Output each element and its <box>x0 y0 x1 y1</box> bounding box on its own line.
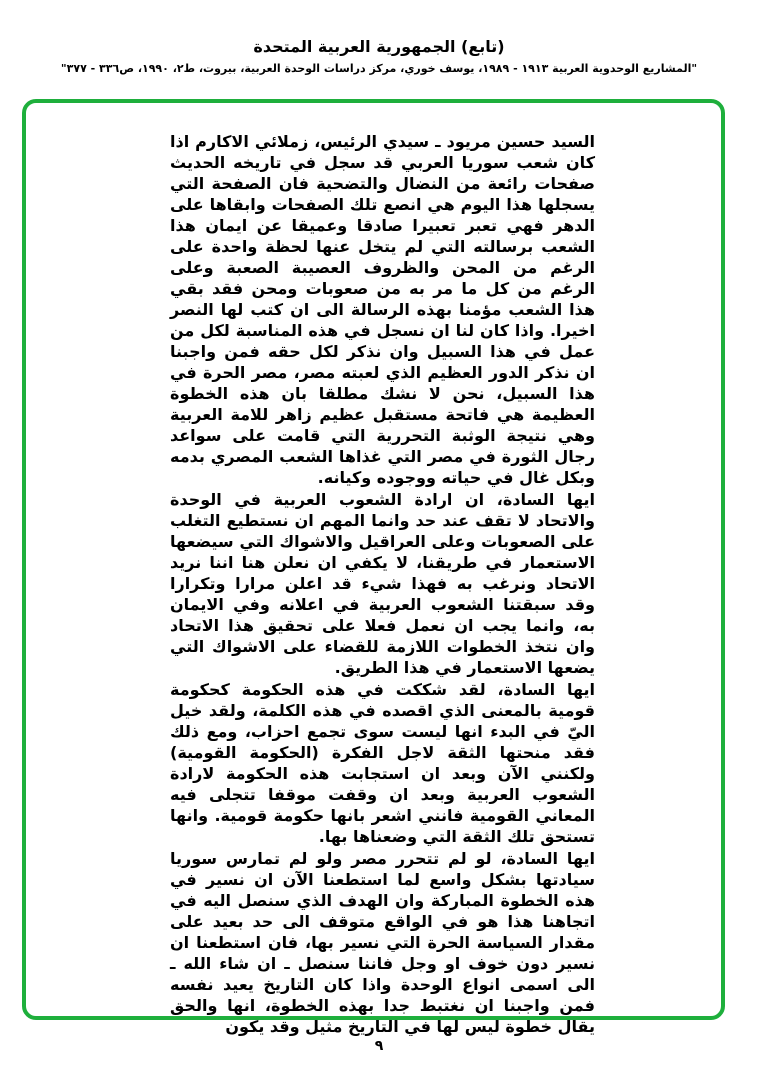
paragraph-3-text: ايها السادة، لقد شككت في هذه الحكومة كحكومة قومية بالمعنى الذي اقصده في هذه الكلمة، ولقد خيل اليّ في البدء انها ليست سوى تجمع احزاب، ومع ذلك فقد منحتها الثقة لاجل الفكرة (الحكومة القومية) ولكنني الآن وبعد ان استجابت هذه الحكومة لارادة الشعوب العربية وبعد ان وقفت موقفا تتجلى فيه المعاني القومية فانني اشعر بانها حكومة قومية. وانها تستحق تلك الثقة التي وضعناها بها. <box>170 680 595 846</box>
paragraph-3 <box>170 679 595 847</box>
page-number: ٩ <box>374 1038 384 1054</box>
document-header <box>0 36 758 75</box>
source-citation: "المشاريع الوحدوية العربية ١٩١٣ - ١٩٨٩، يوسف خوري، مركز دراسات الوحدة العربية، بيروت، ط٢، ١٩٩٠، ص٣٣٦ - ٣٧٧" <box>60 62 698 75</box>
paragraph-4 <box>170 848 595 1037</box>
body-text-block <box>170 131 595 1038</box>
paragraph-2-text: ايها السادة، ان ارادة الشعوب العربية في الوحدة والاتحاد لا تقف عند حد وانما المهم ان نستطيع التغلب على الصعوبات وعلى العراقيل والاشواك التي سيضعها الاستعمار في طريقنا، لا يكفي ان نعلن هنا اننا نريد الاتحاد ونرغب به فهذا شيء قد اعلن مرارا وتكرارا وقد سبقتنا الشعوب العربية في اعلانه وفي الايمان به، وانما يجب ان نعمل فعلا على تحقيق هذا الاتحاد وان نتخذ الخطوات اللازمة للقضاء على الاشواك التي يضعها الاستعمار في هذا الطريق. <box>170 490 595 677</box>
paragraph-4-text: ايها السادة، لو لم تتحرر مصر ولو لم تمارس سوريا سيادتها بشكل واسع لما استطعنا الآن ان نسير في هذه الخطوة المباركة وان الهدف الذي سنصل اليه في اتجاهنا هذا هو في الواقع متوقف الى حد بعيد على مقدار السياسة الحرة التي نسير بها، فان استطعنا ان نسير دون خوف او وجل فاننا سنصل ـ ان شاء الله ـ الى اسمى انواع الوحدة واذا كان التاريخ يعيد نفسه فمن واجبنا ان نغتبط جدا بهذه الخطوة، انها والحق يقال خطوة ليس لها في التاريخ مثيل وقد يكون <box>170 849 595 1036</box>
page-title: (تابع) الجمهورية العربية المتحدة <box>253 37 505 56</box>
paragraph-2 <box>170 489 595 678</box>
paragraph-1 <box>170 131 595 488</box>
paragraph-1-text: ـ سيدي الرئيس، زملائي الاكارم اذا كان شعب سوريا العربي قد سجل في تاريخه الحديث صفحات رائعة من النضال والتضحية فان الصفحة التي يسجلها هذا اليوم هي انصع تلك الصفحات وابقاها على الدهر فهي تعبر تعبيرا صادقا وعميقا عن ايمان هذا الشعب برسالته التي لم يتخل عنها لحظة واحدة على الرغم من المحن والظروف العصيبة الصعبة وعلى الرغم من كل ما مر به من صعوبات ومحن فقد بقي هذا الشعب مؤمنا بهذه الرسالة الى ان كتب لها النصر اخيرا. واذا كان لنا ان نسجل في هذه المناسبة لكل من عمل في هذا السبيل وان نذكر لكل حقه فمن واجبنا ان نذكر الدور العظيم الذي لعبته مصر، مصر الحرة في هذا السبيل، نحن لا نشك مطلقا بان هذه الخطوة العظيمة هي فاتحة مستقبل عظيم زاهر للامة العربية وهي نتيجة الوثبة التحررية التي قامت على سواعد رجال الثورة في مصر التي غذاها الشعب المصري بدمه وبكل غال في حياته ووجوده وكيانه. <box>170 132 595 487</box>
speaker-name: السيد حسين مريود <box>446 132 596 151</box>
